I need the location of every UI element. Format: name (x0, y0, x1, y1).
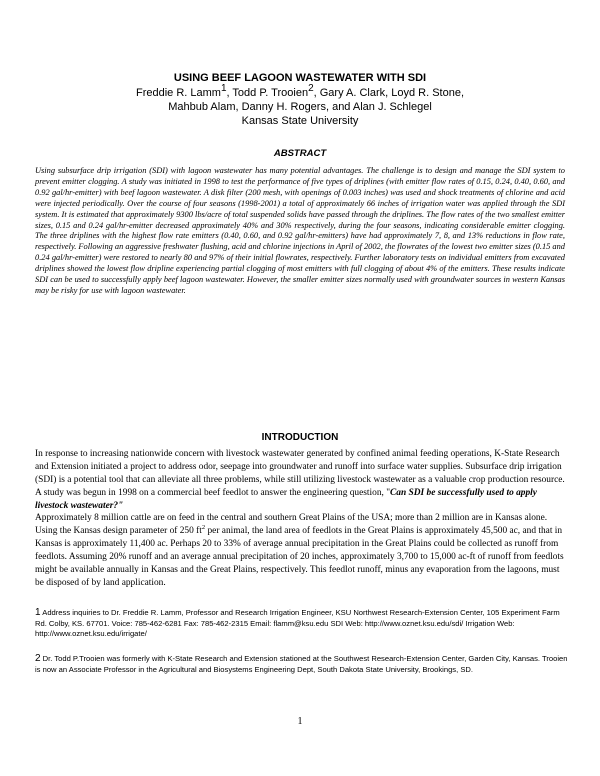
author-affil-1: 1 (220, 83, 227, 94)
author-line-2: Mahbub Alam, Danny H. Rogers, and Alan J. Schlegel (168, 101, 432, 113)
intro-paragraph-2 (35, 512, 567, 591)
intro-paragraph-2-text-b: per animal, the land area of feedlots in the Great Plains is approximately 45,500 ac, and that in Kansas is approximately 11,400 ac. Perhaps 20 to 33% of average annual precipitation in the Great Plains could be collected as runoff from feedlots. Assuming 20% runoff and an average annual precipitation of 20 inches, approximately 3,700 to 15,000 ac-ft of runoff from feedlots might be available annually in Kansas and the Great Plains, respectively. This feedlot runoff, minus any evaporation from the lagoons, must be disposed of by land application. (35, 526, 564, 589)
footnote-1-mark: 1 (35, 607, 41, 618)
author-line-1 (0, 83, 600, 100)
author-trooien: , Todd P. Trooien (226, 87, 309, 99)
introduction-heading: INTRODUCTION (261, 432, 339, 443)
footnote-2-mark: 2 (35, 653, 41, 664)
footnote-2 (35, 654, 570, 675)
abstract-text: Using subsurface drip irrigation (SDI) with lagoon wastewater has many potential advantages. The challenge is to design and manage the SDI system to prevent emitter clogging. A study was initiated in 1998 to test the performance of five types of driplines (with emitter flow rates of 0.15, 0.24, 0.40, 0.60, and 0.92 gal/hr-emitter) with beef lagoon wastewater. A disk filter (200 mesh, with openings of 0.003 inches) was used and shock treatments of chlorine and acid were injected periodically. Over the course of four seasons (1998-2001) a total of approximately 66 inches of irrigation water was applied through the SDI system. It is estimated that approximately 9300 lbs/acre of total suspended solids have passed through the driplines. The flow rates of the two smallest emitter sizes, 0.15 and 0.24 gal/hr-emitter decreased approximately 40% and 30% respectively, during the four seasons, indicating considerable emitter clogging. The three driplines with the highest flow rate emitters (0.40, 0.60, and 0.92 gal/hr-emitters) have had approximately 7, 8, and 13% reductions in flow rate, respectively. Following an aggressive freshwater flushing, acid and chlorine injections in April of 2002, the flowrates of the lowest two emitter sizes (0.15 and 0.24 gal/hr-emitter) were restored to nearly 80 and 97% of their initial flowrates, respectively. Further laboratory tests on individual emitters from excavated driplines showed the lowest flow dripline experiencing partial clogging of most emitters with full clogging of about 4% of the emitters. These results indicate SDI can be used to successfully apply beef lagoon wastewater. However, the smaller emitter sizes normally used with groundwater sources in western Kansas may be risky for use with lagoon wastewater. (35, 166, 565, 295)
institution: Kansas State University (241, 115, 359, 127)
footnote-1 (35, 608, 570, 640)
author-others-1: , Gary A. Clark, Loyd R. Stone, (313, 87, 465, 99)
intro-paragraph-1-text: In response to increasing nationwide concern with livestock wastewater generated by confined animal feeding operations, K-State Research and Extension initiated a project to address odor, seepage into groundwater and runoff into surface water supplies. Subsurface drip irrigation (SDI) is a potential tool that can alleviate all three problems, while still utilizing livestock wastewater as a valuable crop production resource. A study was begun in 1998 on a commercial beef feedlot to answer the engineering question, " (35, 449, 565, 499)
footnote-2-text: Dr. Todd P.Trooien was formerly with K-State Research and Extension stationed at the Southwest Research-Extension Center, Garden City, Kansas. Trooien is now an Associate Professor in the Agricultural and Biosystems Engineering Dept, South Dakota State University, Brookings, SD. (35, 654, 568, 674)
paper-title: USING BEEF LAGOON WASTEWATER WITH SDI (173, 72, 427, 84)
intro-paragraph-2-text-a: Approximately 8 million cattle are on feed in the central and southern Great Plains of the USA; more than 2 million are in Kansas alone. Using the Kansas design parameter of 250 ft (35, 513, 548, 537)
engineering-question: Can SDI be successfully used to apply livestock wastewater?" (35, 488, 537, 512)
author-block (0, 83, 600, 128)
ft-squared-superscript: 2 (201, 524, 206, 532)
abstract-heading: ABSTRACT (273, 148, 327, 159)
author-lamm: Freddie R. Lamm (135, 87, 221, 99)
page-number: 1 (297, 716, 303, 727)
intro-paragraph-1 (35, 448, 567, 513)
footnote-1-text: Address inquiries to Dr. Freddie R. Lamm, Professor and Research Irrigation Engineer, KSU Northwest Research-Extension Center, 105 Experiment Farm Rd. Colby, KS. 67701. Voice: 785-462-6281 Fax: 785-462-2315 Email: flamm@ksu.edu SDI Web: http://www.oznet.ksu.edu/sdi/ Irrigation Web: http://www.oznet.ksu.edu/irrigate/ (35, 608, 560, 639)
author-affil-2: 2 (308, 83, 314, 94)
